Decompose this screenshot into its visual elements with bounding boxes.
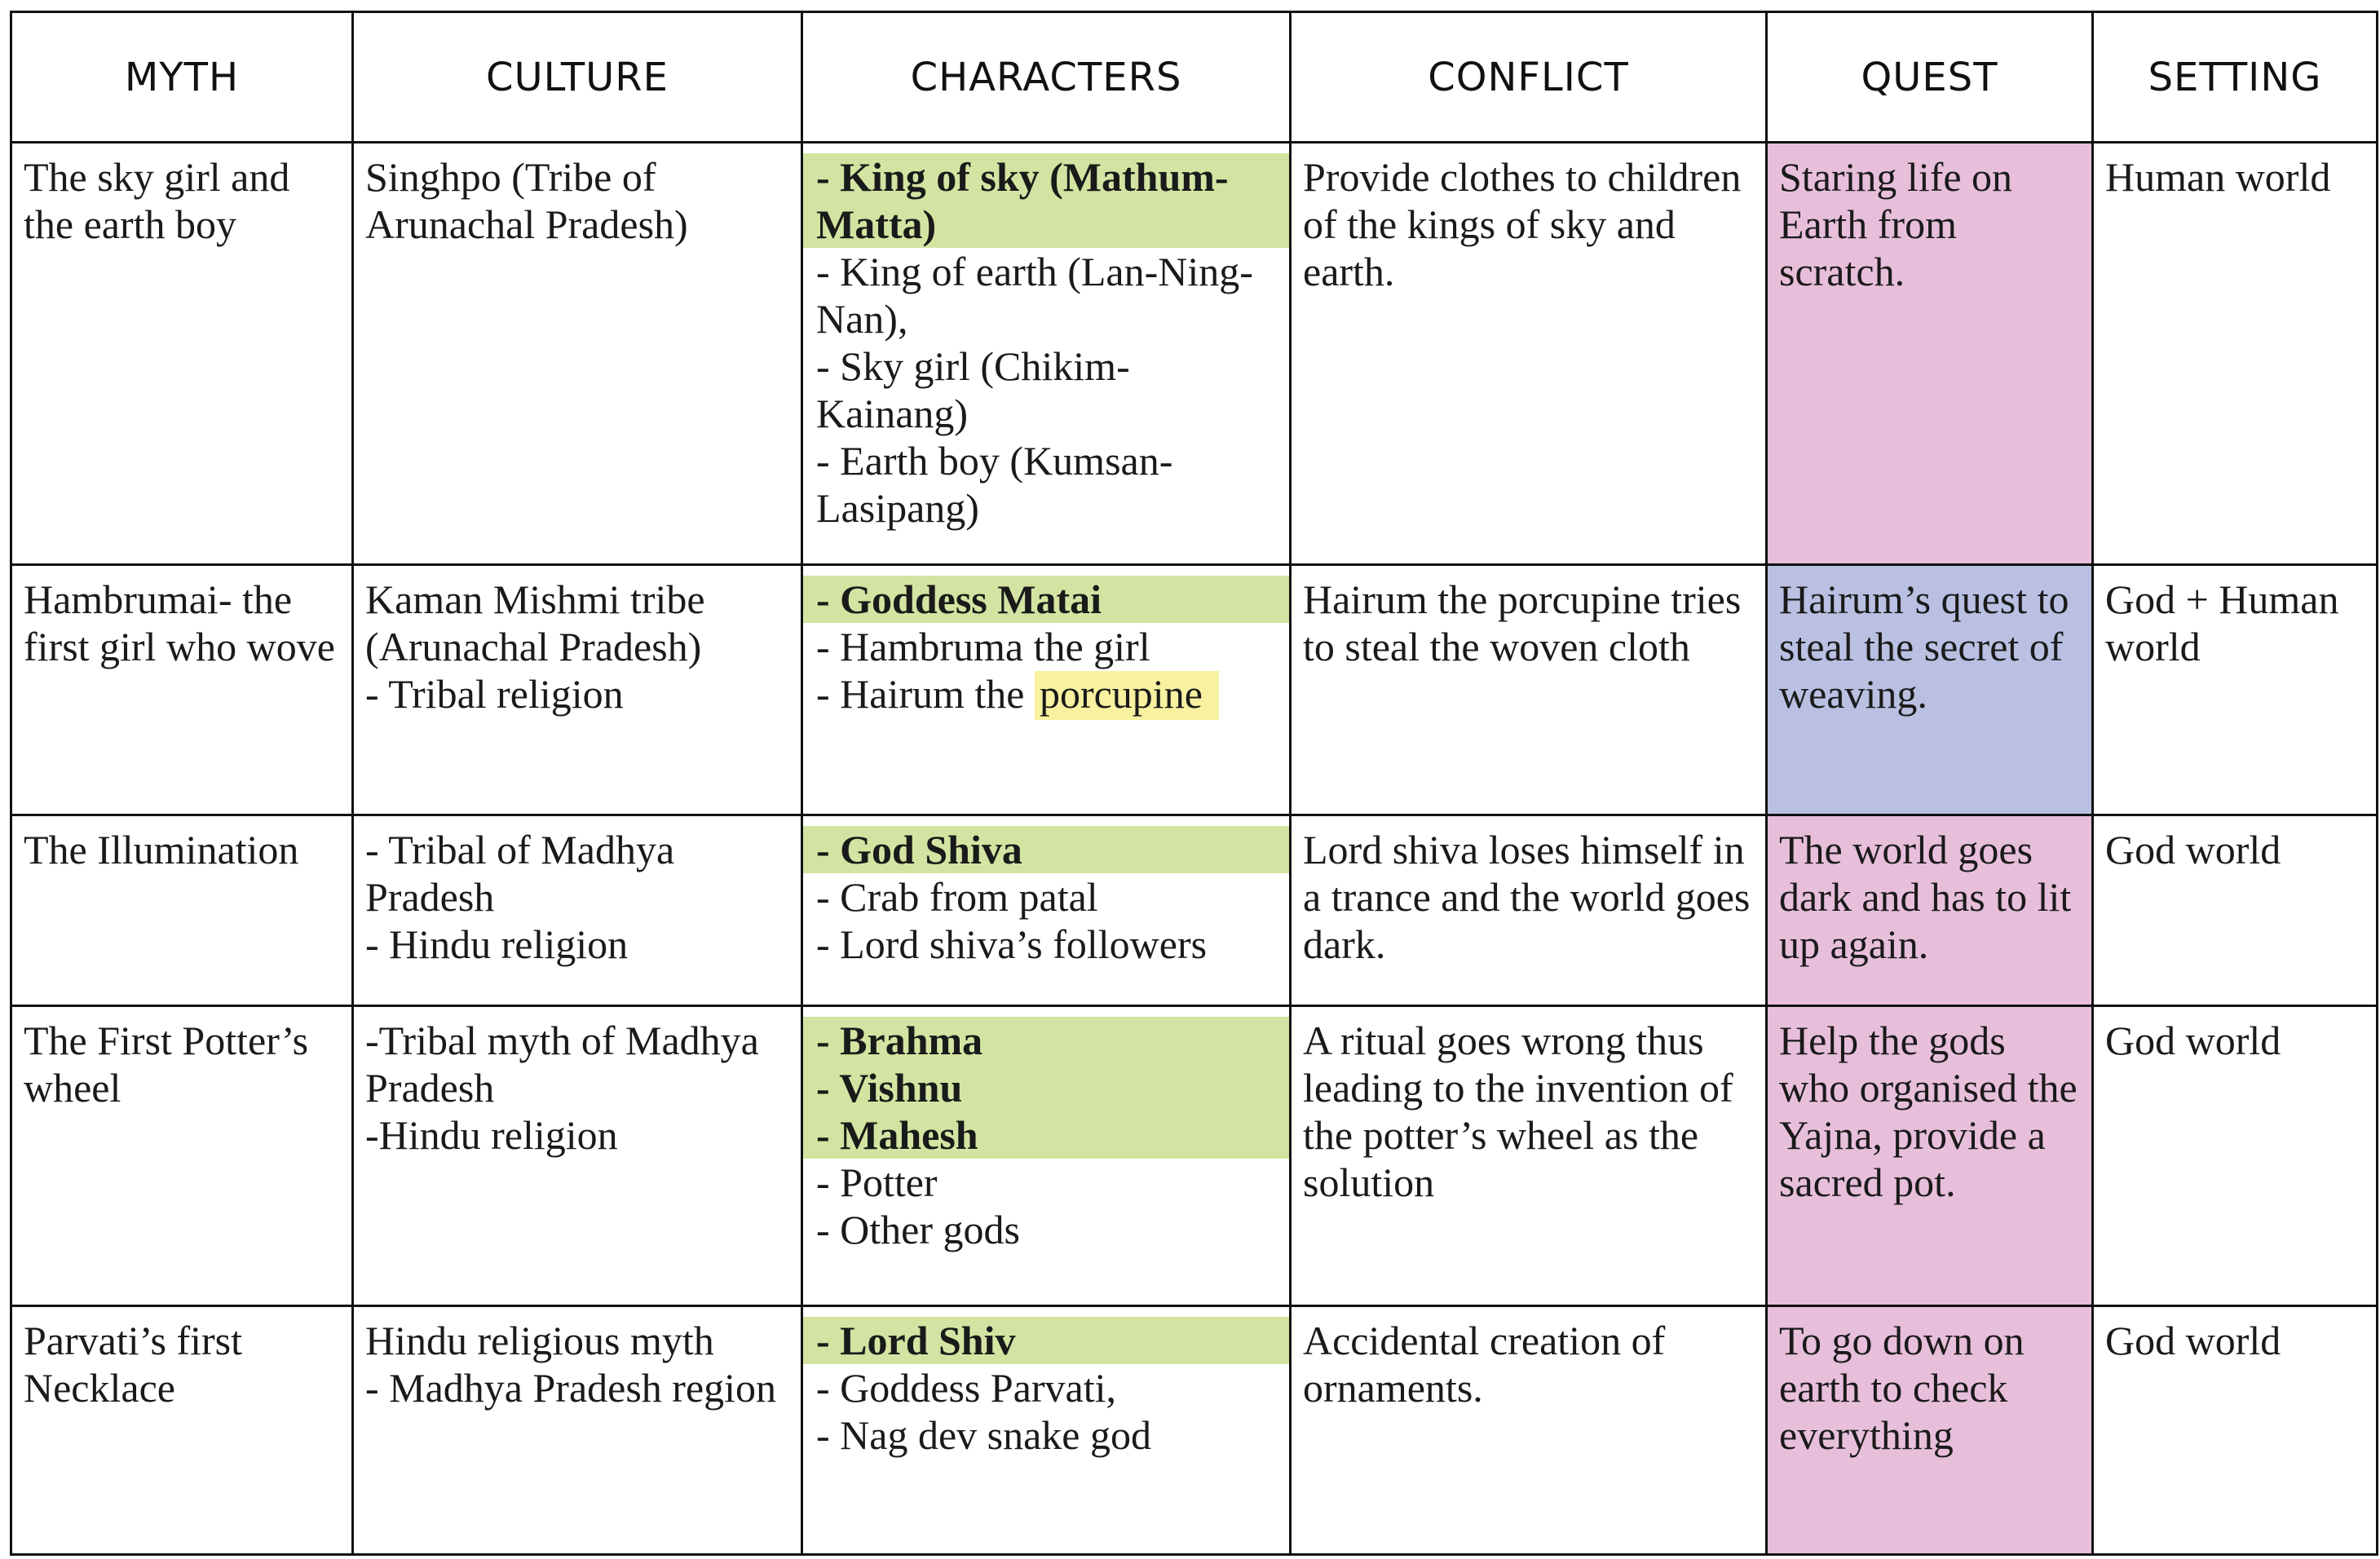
culture-line: - Madhya Pradesh region	[365, 1365, 777, 1411]
character-item: - King of earth (Lan-Ning-Nan),	[816, 249, 1253, 342]
quest-text: The world goes dark and has to lit up again.	[1779, 827, 2072, 967]
highlighted-word: porcupine	[1035, 671, 1219, 720]
header-characters: CHARACTERS	[802, 12, 1291, 143]
quest-text: Help the gods who organised the Yajna, provide a sacred pot.	[1779, 1018, 2078, 1205]
conflict-text: Lord shiva loses himself in a trance and the world goes dark.	[1303, 827, 1751, 967]
character-item: - Nag dev snake god	[816, 1412, 1151, 1458]
culture-cell	[353, 1006, 802, 1306]
main-character: - Mahesh	[803, 1111, 1289, 1159]
main-character: - Lord Shiv	[803, 1317, 1289, 1364]
table-row	[11, 1306, 2378, 1555]
conflict-text: Provide clothes to children of the kings of sky and earth.	[1303, 154, 1742, 294]
setting-text: God world	[2105, 827, 2281, 872]
header-myth: MYTH	[11, 12, 353, 143]
header-culture: CULTURE	[353, 12, 802, 143]
character-item: - Crab from patal	[816, 874, 1098, 920]
characters-cell	[802, 1006, 1291, 1306]
culture-cell	[353, 815, 802, 1006]
culture-line: - Tribal religion	[365, 671, 624, 717]
culture-line: -Tribal myth of Madhya Pradesh	[365, 1018, 759, 1111]
character-prefix: - Hairum the	[816, 671, 1035, 717]
culture-line: Singhpo (Tribe of Arunachal Pradesh)	[365, 154, 688, 247]
main-character: - Goddess Matai	[803, 576, 1289, 623]
culture-line: Hindu religious myth	[365, 1318, 714, 1363]
culture-cell	[353, 143, 802, 565]
character-item: - Lord shiva’s followers	[816, 921, 1208, 967]
quest-text: To go down on earth to check everything	[1779, 1318, 2025, 1458]
characters-cell	[802, 815, 1291, 1006]
quest-cell	[1767, 1006, 2093, 1306]
quest-text: Hairum’s quest to steal the secret of weaving.	[1779, 576, 2069, 717]
myth-cell	[11, 815, 353, 1006]
header-quest: QUEST	[1767, 12, 2093, 143]
myth-title: The First Potter’s wheel	[24, 1018, 309, 1111]
character-item: - Potter	[816, 1159, 938, 1205]
setting-cell	[2093, 143, 2378, 565]
character-item: - Goddess Parvati,	[816, 1365, 1116, 1411]
culture-line: - Tribal of Madhya Pradesh	[365, 827, 675, 920]
culture-line: - Hindu religion	[365, 921, 629, 967]
myth-cell	[11, 143, 353, 565]
table-row	[11, 1006, 2378, 1306]
culture-line: -Hindu religion	[365, 1112, 618, 1158]
header-conflict: CONFLICT	[1291, 12, 1767, 143]
quest-text: Staring life on Earth from scratch.	[1779, 154, 2013, 294]
setting-text: God world	[2105, 1318, 2281, 1363]
myth-title: Parvati’s first Necklace	[24, 1318, 243, 1411]
table-row	[11, 565, 2378, 815]
conflict-cell	[1291, 565, 1767, 815]
header-row	[11, 12, 2378, 143]
main-character: - Brahma	[803, 1017, 1289, 1064]
table-row	[11, 143, 2378, 565]
culture-cell	[353, 565, 802, 815]
setting-cell	[2093, 565, 2378, 815]
conflict-cell	[1291, 1006, 1767, 1306]
myth-cell	[11, 565, 353, 815]
setting-cell	[2093, 1306, 2378, 1555]
character-item: - Earth boy (Kumsan-Lasipang)	[816, 438, 1173, 531]
characters-cell	[802, 1306, 1291, 1555]
setting-text: God + Human world	[2105, 576, 2339, 669]
setting-text: Human world	[2105, 154, 2331, 200]
myth-title: Hambrumai- the first girl who wove	[24, 576, 335, 669]
culture-cell	[353, 1306, 802, 1555]
conflict-cell	[1291, 1306, 1767, 1555]
characters-cell	[802, 143, 1291, 565]
character-item: - Sky girl (Chikim-Kainang)	[816, 343, 1130, 436]
setting-cell	[2093, 1006, 2378, 1306]
main-character: - King of sky (Mathum-Matta)	[803, 153, 1289, 248]
character-item: - Hambruma the girl	[816, 624, 1150, 669]
main-character: - Vishnu	[803, 1064, 1289, 1111]
conflict-cell	[1291, 143, 1767, 565]
myth-title: The sky girl and the earth boy	[24, 154, 290, 247]
conflict-text: A ritual goes wrong thus leading to the invention of the potter’s wheel as the solution	[1303, 1018, 1733, 1205]
character-item: - Other gods	[816, 1207, 1020, 1252]
myth-cell	[11, 1306, 353, 1555]
quest-cell	[1767, 815, 2093, 1006]
table-row	[11, 815, 2378, 1006]
myth-cell	[11, 1006, 353, 1306]
header-setting: SETTING	[2093, 12, 2378, 143]
quest-cell	[1767, 143, 2093, 565]
quest-cell	[1767, 565, 2093, 815]
culture-line: Kaman Mishmi tribe (Arunachal Pradesh)	[365, 576, 705, 669]
setting-cell	[2093, 815, 2378, 1006]
myths-table	[10, 11, 2378, 1556]
conflict-text: Hairum the porcupine tries to steal the woven cloth	[1303, 576, 1742, 669]
setting-text: God world	[2105, 1018, 2281, 1063]
conflict-cell	[1291, 815, 1767, 1006]
characters-cell	[802, 565, 1291, 815]
myth-title: The Illumination	[24, 827, 299, 872]
conflict-text: Accidental creation of ornaments.	[1303, 1318, 1666, 1411]
character-item	[803, 670, 1289, 718]
main-character: - God Shiva	[803, 826, 1289, 873]
quest-cell	[1767, 1306, 2093, 1555]
